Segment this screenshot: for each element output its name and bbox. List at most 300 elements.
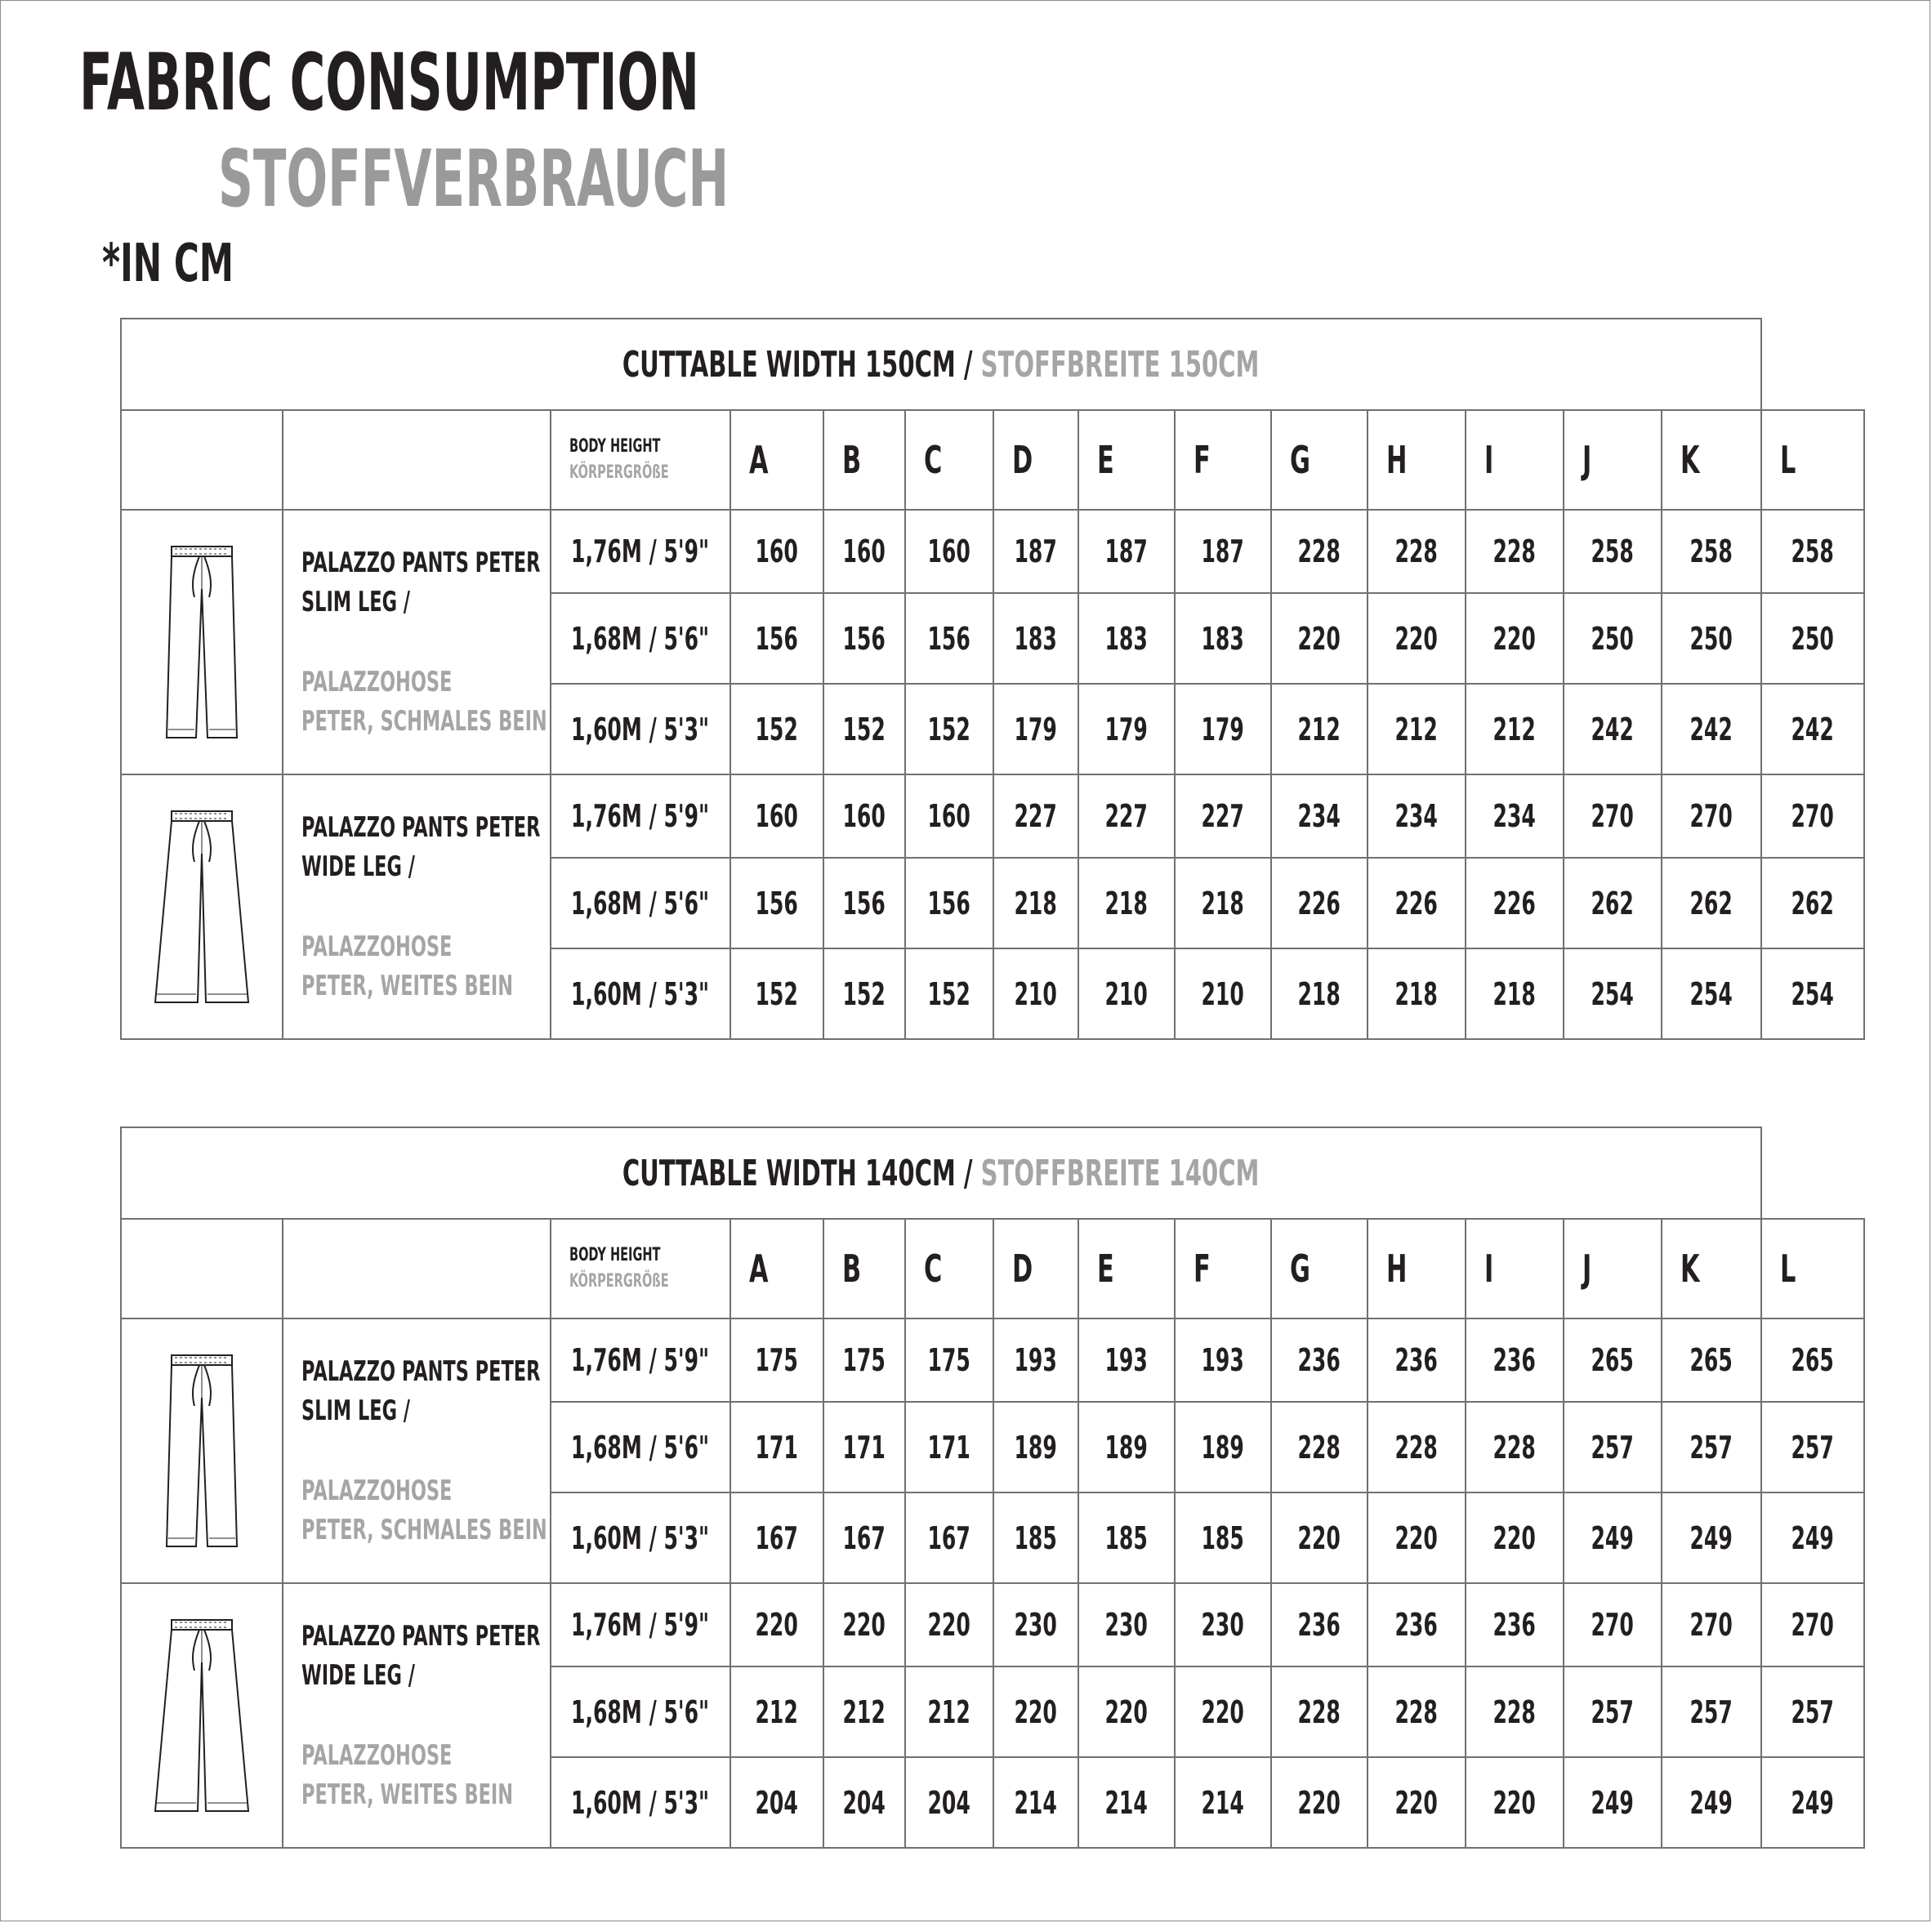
size-label: B [842, 1247, 862, 1291]
product-name-de-line2: PETER, WEITES BEIN [301, 1778, 514, 1811]
body-height-text: 1,68M / 5'6" [571, 1693, 710, 1730]
body-height-value [551, 774, 730, 858]
consumption-value [823, 1583, 905, 1666]
consumption-value [823, 1318, 905, 1402]
header-name-cell [283, 1219, 551, 1318]
consumption-value-text: 220 [1493, 620, 1537, 657]
size-label: L [1780, 1247, 1796, 1291]
consumption-value-text: 270 [1591, 798, 1635, 834]
consumption-value [1466, 593, 1564, 684]
consumption-value-text: 179 [1104, 711, 1149, 747]
product-name-cell [283, 510, 551, 774]
consumption-value [1662, 1492, 1761, 1583]
consumption-value-text: 226 [1297, 885, 1341, 921]
consumption-value [905, 593, 993, 684]
product-name-cell [283, 1318, 551, 1583]
consumption-value [823, 510, 905, 593]
consumption-value-text: 257 [1689, 1693, 1733, 1730]
consumption-value-text: 167 [755, 1519, 799, 1556]
consumption-value-text: 160 [842, 533, 886, 569]
consumption-value-text: 187 [1201, 533, 1245, 569]
body-height-value [551, 593, 730, 684]
consumption-value-text: 250 [1689, 620, 1733, 657]
size-header [1662, 1219, 1761, 1318]
consumption-value [905, 1492, 993, 1583]
consumption-value-text: 228 [1394, 533, 1439, 569]
consumption-value [1368, 1318, 1466, 1402]
consumption-value [905, 684, 993, 774]
consumption-value-text: 254 [1791, 975, 1835, 1012]
consumption-value [1662, 684, 1761, 774]
consumption-value [1271, 593, 1368, 684]
size-header [1466, 1219, 1564, 1318]
consumption-value-text: 156 [842, 620, 886, 657]
consumption-value-text: 185 [1104, 1519, 1149, 1556]
consumption-value-text: 152 [842, 711, 886, 747]
table-header-row [121, 410, 1864, 510]
size-label: B [842, 438, 862, 482]
consumption-value-text: 218 [1493, 975, 1537, 1012]
consumption-value-text: 242 [1689, 711, 1733, 747]
consumption-value [823, 593, 905, 684]
consumption-value-text: 257 [1791, 1693, 1835, 1730]
consumption-value [1761, 593, 1864, 684]
consumption-value [993, 774, 1078, 858]
table-title-row [121, 1127, 1864, 1219]
consumption-value [1761, 510, 1864, 593]
size-header [1175, 1219, 1271, 1318]
consumption-value [1662, 1666, 1761, 1757]
consumption-value-text: 214 [1201, 1784, 1245, 1821]
consumption-value-text: 218 [1394, 975, 1439, 1012]
consumption-value [1175, 774, 1271, 858]
consumption-value-text: 236 [1493, 1342, 1537, 1378]
product-name-de-line2: PETER, WEITES BEIN [301, 970, 514, 1002]
consumption-value-text: 270 [1689, 1607, 1733, 1643]
body-height-text: 1,76M / 5'9" [571, 1607, 710, 1643]
consumption-value-text: 227 [1014, 798, 1058, 834]
consumption-value [1662, 510, 1761, 593]
consumption-value-text: 257 [1591, 1693, 1635, 1730]
consumption-value-text: 249 [1591, 1784, 1635, 1821]
page-title: FABRIC CONSUMPTION [79, 37, 699, 128]
table-header-row [121, 1219, 1864, 1318]
table-title-row [121, 319, 1864, 410]
consumption-value [1564, 510, 1662, 593]
consumption-value [1466, 1318, 1564, 1402]
consumption-value-text: 250 [1591, 620, 1635, 657]
consumption-value-text: 258 [1791, 533, 1835, 569]
size-label: K [1680, 438, 1700, 482]
consumption-value [1466, 858, 1564, 948]
consumption-value [730, 1757, 823, 1848]
consumption-value-text: 220 [1394, 1519, 1439, 1556]
consumption-value [1175, 1492, 1271, 1583]
consumption-value-text: 220 [1297, 620, 1341, 657]
consumption-value [1564, 1402, 1662, 1492]
consumption-value-text: 257 [1791, 1429, 1835, 1466]
consumption-value [1175, 1757, 1271, 1848]
consumption-value-text: 250 [1791, 620, 1835, 657]
body-height-value [551, 948, 730, 1039]
consumption-value-text: 189 [1201, 1429, 1245, 1466]
consumption-value [1175, 948, 1271, 1039]
consumption-value-text: 171 [755, 1429, 799, 1466]
consumption-value-text: 220 [755, 1607, 799, 1643]
consumption-value-text: 218 [1201, 885, 1245, 921]
consumption-value-text: 212 [1297, 711, 1341, 747]
consumption-value [1564, 1583, 1662, 1666]
size-header [1761, 1219, 1864, 1318]
consumption-value-text: 262 [1689, 885, 1733, 921]
consumption-value [1564, 774, 1662, 858]
size-header [905, 410, 993, 510]
consumption-value-text: 242 [1591, 711, 1635, 747]
size-header [905, 1219, 993, 1318]
consumption-value-text: 179 [1014, 711, 1058, 747]
consumption-value [1368, 1757, 1466, 1848]
consumption-value [993, 1757, 1078, 1848]
consumption-value-text: 183 [1014, 620, 1058, 657]
table-title-en: CUTTABLE WIDTH 140CM / [622, 1152, 973, 1194]
size-header [823, 410, 905, 510]
consumption-value [1271, 1492, 1368, 1583]
consumption-value [1564, 684, 1662, 774]
consumption-value-text: 265 [1689, 1342, 1733, 1378]
size-header [1564, 1219, 1662, 1318]
consumption-value-text: 254 [1689, 975, 1733, 1012]
product-name-de-line2: PETER, SCHMALES BEIN [301, 705, 547, 738]
consumption-value [730, 1583, 823, 1666]
consumption-value-text: 228 [1297, 1693, 1341, 1730]
consumption-value [993, 948, 1078, 1039]
consumption-value-text: 234 [1297, 798, 1341, 834]
consumption-value [823, 948, 905, 1039]
consumption-value [1368, 593, 1466, 684]
consumption-value-text: 234 [1493, 798, 1537, 834]
size-label: A [749, 1247, 769, 1291]
consumption-value [823, 1757, 905, 1848]
consumption-value-text: 183 [1201, 620, 1245, 657]
table-title-text [622, 344, 1260, 386]
consumption-value-text: 214 [1104, 1784, 1149, 1821]
body-height-label-de: KÖRPERGRÖßE [569, 1271, 669, 1292]
size-header [1271, 1219, 1368, 1318]
consumption-value [905, 1318, 993, 1402]
size-label: I [1484, 438, 1494, 482]
consumption-value-text: 214 [1014, 1784, 1058, 1821]
body-height-text: 1,76M / 5'9" [571, 798, 710, 834]
product-name-en-line2: SLIM LEG / [301, 1394, 411, 1427]
slim-leg-pants-icon [121, 510, 283, 774]
consumption-value-text: 160 [927, 798, 971, 834]
consumption-value [730, 593, 823, 684]
consumption-value-text: 236 [1297, 1607, 1341, 1643]
header-name-cell [283, 410, 551, 510]
consumption-value-text: 204 [927, 1784, 971, 1821]
consumption-value [1662, 1402, 1761, 1492]
consumption-value [1175, 1583, 1271, 1666]
consumption-value [823, 1492, 905, 1583]
consumption-value [905, 858, 993, 948]
consumption-value-text: 193 [1201, 1342, 1245, 1378]
body-height-value [551, 1318, 730, 1402]
table-title-text [622, 1153, 1260, 1194]
product-name-cell [283, 1583, 551, 1848]
consumption-value [1662, 1318, 1761, 1402]
fabric-table-140 [120, 1127, 1865, 1849]
consumption-value [1078, 1402, 1175, 1492]
consumption-value-text: 236 [1297, 1342, 1341, 1378]
consumption-value [993, 1583, 1078, 1666]
consumption-value-text: 220 [1493, 1519, 1537, 1556]
consumption-value [1078, 684, 1175, 774]
consumption-value [1368, 774, 1466, 858]
wide-leg-pants-icon [121, 774, 283, 1039]
consumption-value-text: 210 [1014, 975, 1058, 1012]
consumption-value [1564, 1492, 1662, 1583]
consumption-value [1761, 1492, 1864, 1583]
consumption-value-text: 204 [842, 1784, 886, 1821]
consumption-value [1078, 510, 1175, 593]
size-label: F [1194, 438, 1211, 482]
size-header [1078, 1219, 1175, 1318]
consumption-value-text: 212 [927, 1693, 971, 1730]
consumption-value [730, 510, 823, 593]
header-image-cell [121, 1219, 283, 1318]
consumption-value [730, 774, 823, 858]
fabric-table-150 [120, 318, 1865, 1040]
product-name-de-line1: PALAZZOHOSE [301, 930, 453, 963]
consumption-value [1564, 858, 1662, 948]
body-height-label-de: KÖRPERGRÖßE [569, 462, 669, 483]
size-header [1368, 410, 1466, 510]
consumption-value-text: 220 [1297, 1784, 1341, 1821]
consumption-value [1466, 1757, 1564, 1848]
consumption-value-text: 249 [1791, 1784, 1835, 1821]
consumption-value-text: 183 [1104, 620, 1149, 657]
consumption-value [1662, 1757, 1761, 1848]
consumption-value [1761, 948, 1864, 1039]
consumption-value-text: 265 [1591, 1342, 1635, 1378]
size-header [1564, 410, 1662, 510]
consumption-value [1466, 1583, 1564, 1666]
table-row [121, 774, 1864, 858]
consumption-value-text: 270 [1791, 798, 1835, 834]
consumption-value [1466, 510, 1564, 593]
consumption-value [993, 1666, 1078, 1757]
consumption-value [1466, 948, 1564, 1039]
consumption-value [1175, 1666, 1271, 1757]
body-height-value [551, 684, 730, 774]
size-header [1271, 410, 1368, 510]
consumption-value [1466, 1402, 1564, 1492]
consumption-value-text: 152 [927, 975, 971, 1012]
size-label: C [924, 1247, 943, 1291]
consumption-value-text: 189 [1104, 1429, 1149, 1466]
consumption-value-text: 152 [927, 711, 971, 747]
body-height-text: 1,68M / 5'6" [571, 620, 710, 657]
consumption-value [1078, 948, 1175, 1039]
consumption-value [1078, 1492, 1175, 1583]
consumption-value [1368, 858, 1466, 948]
consumption-value-text: 187 [1014, 533, 1058, 569]
consumption-value [993, 593, 1078, 684]
consumption-value-text: 230 [1014, 1607, 1058, 1643]
consumption-value [905, 1402, 993, 1492]
consumption-value-text: 156 [927, 885, 971, 921]
size-header [730, 410, 823, 510]
consumption-value [1271, 1666, 1368, 1757]
size-label: J [1582, 1247, 1592, 1291]
table-row [121, 1318, 1864, 1402]
consumption-value-text: 220 [927, 1607, 971, 1643]
size-label: G [1290, 438, 1310, 482]
body-height-value [551, 1666, 730, 1757]
size-label: E [1097, 438, 1114, 482]
consumption-value-text: 160 [927, 533, 971, 569]
consumption-value [1368, 684, 1466, 774]
consumption-value-text: 152 [755, 975, 799, 1012]
consumption-value-text: 185 [1201, 1519, 1245, 1556]
consumption-value-text: 210 [1201, 975, 1245, 1012]
body-height-header-text [569, 1243, 669, 1295]
consumption-value-text: 204 [755, 1784, 799, 1821]
consumption-value-text: 212 [1493, 711, 1537, 747]
consumption-value-text: 254 [1591, 975, 1635, 1012]
consumption-value [730, 948, 823, 1039]
consumption-value-text: 220 [1201, 1693, 1245, 1730]
consumption-value-text: 152 [755, 711, 799, 747]
consumption-value [823, 1402, 905, 1492]
consumption-value-text: 193 [1014, 1342, 1058, 1378]
consumption-value [1761, 858, 1864, 948]
consumption-value-text: 171 [927, 1429, 971, 1466]
consumption-value [1564, 1666, 1662, 1757]
consumption-value [1175, 858, 1271, 948]
size-header [823, 1219, 905, 1318]
slim-leg-pants-icon [121, 1318, 283, 1583]
consumption-value [1078, 1666, 1175, 1757]
consumption-value [993, 510, 1078, 593]
consumption-value-text: 230 [1104, 1607, 1149, 1643]
consumption-value [1662, 1583, 1761, 1666]
consumption-value-text: 257 [1591, 1429, 1635, 1466]
consumption-value [823, 684, 905, 774]
consumption-value-text: 212 [1394, 711, 1439, 747]
consumption-value [1368, 1666, 1466, 1757]
consumption-value [730, 684, 823, 774]
wide-leg-pants-icon [121, 1583, 283, 1848]
consumption-value [1466, 1492, 1564, 1583]
consumption-value-text: 249 [1689, 1519, 1733, 1556]
consumption-value-text: 258 [1689, 533, 1733, 569]
table-row [121, 510, 1864, 593]
body-height-text: 1,76M / 5'9" [571, 1342, 710, 1378]
consumption-value [823, 858, 905, 948]
consumption-value-text: 270 [1689, 798, 1733, 834]
body-height-text: 1,68M / 5'6" [571, 885, 710, 921]
consumption-value-text: 226 [1493, 885, 1537, 921]
consumption-value [1078, 1318, 1175, 1402]
consumption-value [905, 774, 993, 858]
size-label: C [924, 438, 943, 482]
body-height-text: 1,60M / 5'3" [571, 711, 710, 747]
consumption-value-text: 236 [1493, 1607, 1537, 1643]
consumption-value [1761, 684, 1864, 774]
size-label: E [1097, 1247, 1114, 1291]
consumption-value [1564, 1757, 1662, 1848]
consumption-value [1662, 774, 1761, 858]
product-name-de-line2: PETER, SCHMALES BEIN [301, 1514, 547, 1546]
consumption-value [1466, 1666, 1564, 1757]
consumption-value-text: 262 [1591, 885, 1635, 921]
consumption-value [1368, 510, 1466, 593]
consumption-value-text: 228 [1394, 1693, 1439, 1730]
consumption-value-text: 171 [842, 1429, 886, 1466]
consumption-value-text: 262 [1791, 885, 1835, 921]
consumption-value [1271, 1318, 1368, 1402]
consumption-value [1078, 774, 1175, 858]
consumption-value-text: 175 [842, 1342, 886, 1378]
consumption-value-text: 185 [1014, 1519, 1058, 1556]
consumption-value-text: 249 [1689, 1784, 1733, 1821]
consumption-value-text: 210 [1104, 975, 1149, 1012]
unit-note: *IN CM [102, 234, 234, 294]
consumption-value [1271, 510, 1368, 593]
table-title [121, 319, 1761, 410]
consumption-value [1271, 1757, 1368, 1848]
size-header [730, 1219, 823, 1318]
consumption-value-text: 234 [1394, 798, 1439, 834]
consumption-value [1368, 1402, 1466, 1492]
size-label: K [1680, 1247, 1700, 1291]
body-height-value [551, 510, 730, 593]
product-name-cell [283, 774, 551, 1039]
consumption-value [1761, 774, 1864, 858]
consumption-value-text: 220 [1014, 1693, 1058, 1730]
size-label: H [1386, 1247, 1408, 1291]
consumption-value-text: 187 [1104, 533, 1149, 569]
body-height-value [551, 1583, 730, 1666]
consumption-value [905, 1666, 993, 1757]
consumption-value-text: 218 [1014, 885, 1058, 921]
consumption-value-text: 156 [755, 885, 799, 921]
consumption-value [1761, 1757, 1864, 1848]
consumption-value-text: 220 [1104, 1693, 1149, 1730]
consumption-value-text: 228 [1297, 1429, 1341, 1466]
size-header [1761, 410, 1864, 510]
consumption-value-text: 156 [927, 620, 971, 657]
consumption-value-text: 220 [1394, 1784, 1439, 1821]
consumption-value [993, 1402, 1078, 1492]
consumption-value [1078, 1583, 1175, 1666]
product-name-en-line2: WIDE LEG / [301, 850, 415, 883]
consumption-value-text: 249 [1791, 1519, 1835, 1556]
product-name-de-line1: PALAZZOHOSE [301, 1475, 453, 1507]
body-height-value [551, 858, 730, 948]
consumption-value [1175, 684, 1271, 774]
product-name-en-line2: WIDE LEG / [301, 1659, 415, 1692]
consumption-value-text: 220 [1394, 620, 1439, 657]
consumption-value [905, 1583, 993, 1666]
consumption-value [823, 1666, 905, 1757]
consumption-value-text: 228 [1493, 533, 1537, 569]
product-name-en-line1: PALAZZO PANTS PETER [301, 547, 541, 579]
consumption-value [1271, 1402, 1368, 1492]
consumption-value [905, 948, 993, 1039]
body-height-text: 1,60M / 5'3" [571, 975, 710, 1012]
